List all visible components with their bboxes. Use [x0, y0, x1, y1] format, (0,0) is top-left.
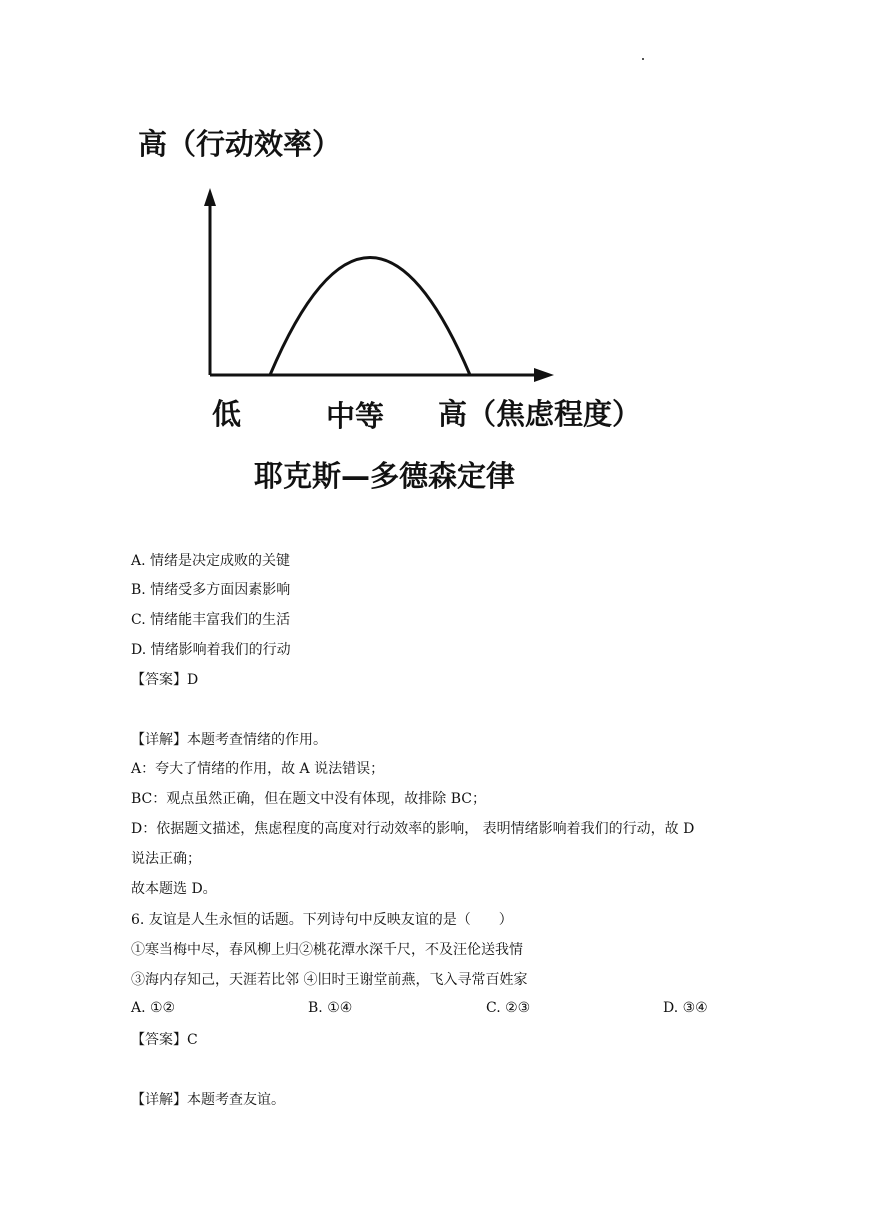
x-label-low: 低	[212, 397, 242, 431]
option-b: B. 情绪受多方面因素影响	[131, 582, 291, 598]
detail-1-d-cont: 说法正确；	[131, 851, 201, 867]
detail-2-heading: 【详解】本题考查友谊。	[131, 1092, 285, 1108]
answer-2: 【答案】C	[131, 1032, 198, 1048]
choice-d: D. ③④	[663, 1000, 708, 1016]
question-6-line-1: ①寒当梅中尽，春风柳上归②桃花潭水深千尺，不及汪伦送我情	[131, 942, 523, 958]
detail-1-a: A：夸大了情绪的作用，故 A 说法错误；	[131, 761, 385, 777]
detail-1-heading: 【详解】本题考查情绪的作用。	[131, 732, 327, 748]
detail-1-bc: BC：观点虽然正确，但在题文中没有体现，故排除 BC；	[131, 791, 486, 807]
question-6-line-2: ③海内存知己，天涯若比邻 ④旧时王谢堂前燕，飞入寻常百姓家	[131, 972, 528, 988]
page-dot	[642, 58, 644, 60]
option-d: D. 情绪影响着我们的行动	[131, 642, 291, 658]
inverted-u-curve	[270, 258, 470, 376]
question-6-choices	[131, 1000, 751, 1020]
yerkes-dodson-figure	[120, 110, 700, 510]
curve-graph	[120, 110, 700, 510]
x-label-mid: 中等	[326, 399, 385, 433]
answer-1: 【答案】D	[131, 672, 199, 688]
option-c: C. 情绪能丰富我们的生活	[131, 612, 291, 628]
x-label-high: 高（焦虑程度）	[438, 397, 642, 431]
option-a: A. 情绪是决定成败的关键	[131, 553, 291, 569]
detail-1-d: D：依据题文描述，焦虑程度的高度对行动效率的影响， 表明情绪影响着我们的行动，故 D	[131, 821, 695, 837]
detail-1-conclusion: 故本题选 D。	[131, 881, 217, 897]
choice-a: A. ①②	[131, 1000, 176, 1016]
choice-b: B. ①④	[308, 1000, 353, 1016]
y-axis-label: 高（行动效率）	[138, 127, 342, 161]
figure-title: 耶克斯—多德森定律	[254, 459, 516, 493]
y-axis-arrow	[204, 188, 216, 206]
x-axis-arrow	[534, 368, 554, 382]
question-6-stem: 6. 友谊是人生永恒的话题。下列诗句中反映友谊的是（ ）	[131, 912, 513, 928]
choice-c: C. ②③	[486, 1000, 531, 1016]
